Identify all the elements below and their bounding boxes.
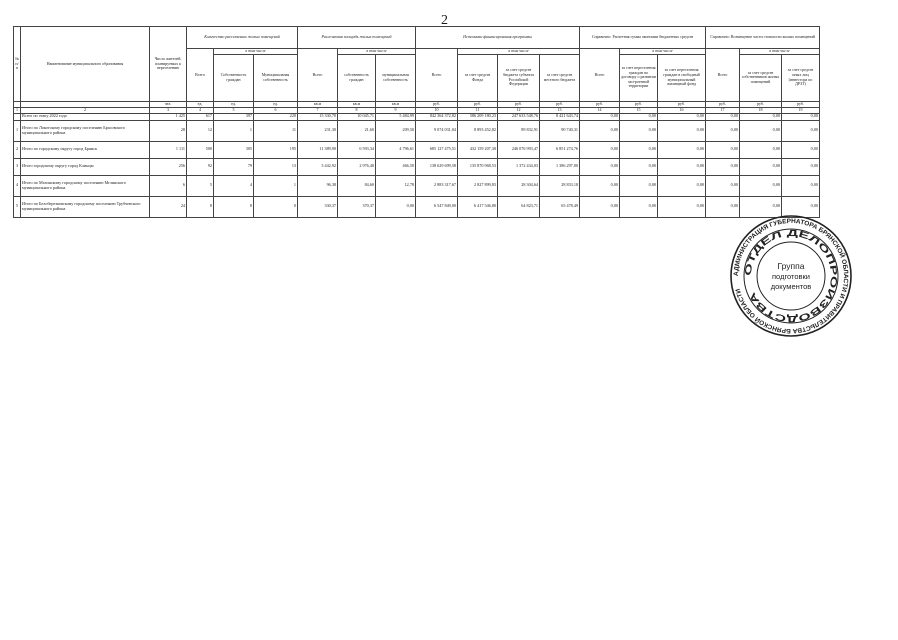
unit-cell: руб. xyxy=(458,101,498,107)
cell: 90 740,31 xyxy=(540,120,580,141)
table-row xyxy=(14,120,820,141)
row-number: 3 xyxy=(14,158,21,175)
cell: 1 425 xyxy=(150,113,187,120)
table-row xyxy=(14,158,820,175)
col-number: 6 xyxy=(254,107,298,113)
header-area-municipal: муниципальная собственность xyxy=(376,54,416,101)
cell: 1 111 xyxy=(150,141,187,158)
cell: 397 xyxy=(214,113,254,120)
cell: 5 484,99 xyxy=(376,113,416,120)
unit-cell: руб. xyxy=(620,101,658,107)
cell: 0,00 xyxy=(782,175,820,196)
unit-cell: кв.м xyxy=(298,101,338,107)
resettlement-table xyxy=(13,26,820,218)
cell: 9 074 031,04 xyxy=(416,120,458,141)
header-area-total: Всего xyxy=(298,49,338,102)
cell: 96,38 xyxy=(298,175,338,196)
cell: 65 478,49 xyxy=(540,196,580,217)
municipality-name: Итого по Мглинскому городскому поселению Мглинского муниципального района xyxy=(21,175,150,196)
cell: 0,00 xyxy=(620,113,658,120)
cell: 220 xyxy=(254,113,298,120)
unit-cell: ед. xyxy=(214,101,254,107)
cell: 8 421 643,74 xyxy=(540,113,580,120)
col-number: 14 xyxy=(580,107,620,113)
cell: 0,00 xyxy=(620,175,658,196)
cell: 247 633 548,76 xyxy=(498,113,540,120)
cell: 231,30 xyxy=(298,120,338,141)
unit-cell: руб. xyxy=(540,101,580,107)
cell: 12 xyxy=(187,120,214,141)
cell: 0,00 xyxy=(740,141,782,158)
cell: 0,00 xyxy=(740,158,782,175)
col-number: 17 xyxy=(706,107,740,113)
row-number: 1 xyxy=(14,120,21,141)
unit-cell: чел. xyxy=(150,101,187,107)
cell: 138 629 699,58 xyxy=(416,158,458,175)
cell: 6 417 546,80 xyxy=(458,196,498,217)
header-owned-municipal: Муниципальная собственность xyxy=(254,54,298,101)
header-owned-citizens: Собственность граждан xyxy=(214,54,254,101)
cell: 0,00 xyxy=(620,158,658,175)
cell: 3 442,92 xyxy=(298,158,338,175)
header-num: № п/п xyxy=(14,27,21,102)
cell: 370,37 xyxy=(338,196,376,217)
header-fin-local: за счет средств местного бюджета xyxy=(540,54,580,101)
stamp-ring-text: АДМИНИСТРАЦИЯ ГУБЕРНАТОРА БРЯНСКОЙ ОБЛАСТИ И ПРАВИТЕЛЬСТВА БРЯНСКОЙ ОБЛАСТИ xyxy=(732,217,850,335)
unit-cell: ед. xyxy=(187,101,214,107)
cell: 15 330,70 xyxy=(298,113,338,120)
col-number: 18 xyxy=(740,107,782,113)
office-stamp xyxy=(729,214,853,338)
header-ref1-incl: в том числе xyxy=(620,49,706,55)
row-number: 2 xyxy=(14,141,21,158)
cell: 0,00 xyxy=(740,175,782,196)
cell: 0,00 xyxy=(782,120,820,141)
stamp-dept-text: ОТДЕЛ ДЕЛОПРОИЗВОДСТВА xyxy=(742,227,840,325)
col-number: 3 xyxy=(150,107,187,113)
municipality-name: Итого по Белоберезковскому городскому поселению Трубчевского муниципального района xyxy=(21,196,150,217)
cell: 586 209 180,23 xyxy=(458,113,498,120)
unit-cell: кв.м xyxy=(338,101,376,107)
col-number: 16 xyxy=(658,107,706,113)
header-fin-fund: за счет средств Фонда xyxy=(458,54,498,101)
total-row xyxy=(14,113,820,120)
cell: 466,50 xyxy=(376,158,416,175)
header-group-ref2: Справочно: Возмещение части стоимости жилых помещений xyxy=(706,27,820,49)
cell: 6 593,34 xyxy=(338,141,376,158)
cell: 1 xyxy=(254,175,298,196)
cell: 0,00 xyxy=(740,113,782,120)
municipality-name: Итого по Локотскому городскому поселению Брасовского муниципального района xyxy=(21,120,150,141)
cell: 685 127 475,51 xyxy=(416,141,458,158)
cell: 11 xyxy=(254,120,298,141)
col-number: 13 xyxy=(540,107,580,113)
cell: 5 xyxy=(187,175,214,196)
table-row xyxy=(14,175,820,196)
header-name: Наименование муниципального образования xyxy=(21,27,150,102)
unit-cell: ед. xyxy=(254,101,298,107)
cell: 4 xyxy=(214,175,254,196)
row-number: 5 xyxy=(14,196,21,217)
cell: 0,00 xyxy=(620,141,658,158)
cell: 0,00 xyxy=(740,196,782,217)
header-fin-subject: за счет средств бюджета субъекта Российской Федерации xyxy=(498,54,540,101)
unit-cell: руб. xyxy=(782,101,820,107)
cell: 0,00 xyxy=(658,175,706,196)
col-number: 15 xyxy=(620,107,658,113)
table-row xyxy=(14,196,820,217)
cell: 28 833,18 xyxy=(540,175,580,196)
cell: 0,00 xyxy=(706,158,740,175)
table-row xyxy=(14,141,820,158)
cell: 0,00 xyxy=(706,120,740,141)
cell: 89 832,91 xyxy=(498,120,540,141)
cell: 842 364 372,82 xyxy=(416,113,458,120)
unit-cell: руб. xyxy=(580,101,620,107)
col-number: 12 xyxy=(498,107,540,113)
stamp-center-line-2: подготовки xyxy=(772,272,810,281)
col-number: 11 xyxy=(458,107,498,113)
cell: 21,60 xyxy=(338,120,376,141)
unit-cell: руб. xyxy=(658,101,706,107)
col-number: 19 xyxy=(782,107,820,113)
cell: 10 045,71 xyxy=(338,113,376,120)
cell: 8 xyxy=(214,196,254,217)
unit-cell: руб. xyxy=(416,101,458,107)
header-ref2-b: за счет средств иных лиц (инвестора по ДРЗТ) xyxy=(782,54,820,101)
cell: 1 386 297,00 xyxy=(540,158,580,175)
cell: 64 823,71 xyxy=(498,196,540,217)
cell: 0,00 xyxy=(706,175,740,196)
cell: 92 xyxy=(187,158,214,175)
cell: 0,00 xyxy=(580,113,620,120)
unit-cell: кв.м xyxy=(376,101,416,107)
cell: 195 xyxy=(254,141,298,158)
cell: 0,00 xyxy=(658,141,706,158)
cell: 11 389,90 xyxy=(298,141,338,158)
header-ref1-total: Всего xyxy=(580,49,620,102)
cell: 28 304,64 xyxy=(498,175,540,196)
cell: 6 547 849,00 xyxy=(416,196,458,217)
cell: 2 883 317,67 xyxy=(416,175,458,196)
col-number: 8 xyxy=(338,107,376,113)
cell: 24 xyxy=(150,196,187,217)
cell: 256 xyxy=(150,158,187,175)
cell: 0,00 xyxy=(658,120,706,141)
cell: 4 796,61 xyxy=(376,141,416,158)
row-number: 4 xyxy=(14,175,21,196)
header-group-finance: Источники финансирования программы xyxy=(416,27,580,49)
col-number: 4 xyxy=(187,107,214,113)
cell: 0,00 xyxy=(580,175,620,196)
cell: 0,00 xyxy=(706,113,740,120)
cell: 0,00 xyxy=(658,113,706,120)
header-ref2-incl: в том числе xyxy=(740,49,820,55)
municipality-name: Итого городскому округу город Клинцы xyxy=(21,158,150,175)
cell: 0,00 xyxy=(580,141,620,158)
cell: 0,00 xyxy=(580,120,620,141)
cell: 330,37 xyxy=(298,196,338,217)
unit-cell: руб. xyxy=(498,101,540,107)
cell: 0,00 xyxy=(658,158,706,175)
cell: 135 870 968,53 xyxy=(458,158,498,175)
header-residents: Число жителей, планируемых к переселению xyxy=(150,27,187,102)
total-label: Всего по этапу 2022 года xyxy=(21,113,150,120)
cell: 0,00 xyxy=(740,120,782,141)
cell: 0,00 xyxy=(782,196,820,217)
cell: 13 xyxy=(254,158,298,175)
header-fin-total: Всего xyxy=(416,49,458,102)
header-group-area: Расселяемая площадь жилых помещений xyxy=(298,27,416,49)
cell: 6 851 274,76 xyxy=(540,141,580,158)
cell xyxy=(14,113,21,120)
header-area-citizens: собственность граждан xyxy=(338,54,376,101)
header-count-total: Всего xyxy=(187,49,214,102)
cell: 0,00 xyxy=(376,196,416,217)
unit-cell: руб. xyxy=(706,101,740,107)
header-ref2-total: Всего xyxy=(706,49,740,102)
cell: 0,00 xyxy=(620,196,658,217)
cell: 0,00 xyxy=(782,158,820,175)
header-ref2-a: за счет средств собственников жилых помещений xyxy=(740,54,782,101)
header-ref1-a: за счет переселения граждан по договору о развитии застроенной территории xyxy=(620,54,658,101)
cell: 246 076 993,47 xyxy=(498,141,540,158)
cell: 0,00 xyxy=(658,196,706,217)
cell: 2 976,40 xyxy=(338,158,376,175)
cell: 1 xyxy=(214,120,254,141)
col-number: 10 xyxy=(416,107,458,113)
col-number: 1 xyxy=(14,107,21,113)
cell: 6 xyxy=(150,175,187,196)
cell: 0,00 xyxy=(706,141,740,158)
header-group-count: Количество расселяемых жилых помещений xyxy=(187,27,298,49)
header-group-ref1: Справочно: Расчетная сумма экономии бюджетных средств xyxy=(580,27,706,49)
stamp-center-line-1: Группа xyxy=(777,261,805,271)
header-fin-incl: в том числе xyxy=(458,49,580,55)
col-number: 7 xyxy=(298,107,338,113)
cell: 8 893 452,82 xyxy=(458,120,498,141)
cell: 0,00 xyxy=(782,141,820,158)
cell: 0,00 xyxy=(580,158,620,175)
cell: 617 xyxy=(187,113,214,120)
stamp-center-line-3: документов xyxy=(770,282,812,291)
header-area-incl: в том числе xyxy=(338,49,416,55)
col-number: 5 xyxy=(214,107,254,113)
municipality-name: Итого по городскому округу город Брянск xyxy=(21,141,150,158)
cell: 79 xyxy=(214,158,254,175)
cell: 0 xyxy=(254,196,298,217)
cell: 28 xyxy=(150,120,187,141)
unit-cell: руб. xyxy=(740,101,782,107)
cell: 0,00 xyxy=(580,196,620,217)
cell: 84,60 xyxy=(338,175,376,196)
cell: 209,50 xyxy=(376,120,416,141)
page-number: 2 xyxy=(441,13,448,28)
header-count-incl: в том числе xyxy=(214,49,298,55)
cell: 432 159 207,30 xyxy=(458,141,498,158)
cell: 1 372 434,03 xyxy=(498,158,540,175)
col-number: 9 xyxy=(376,107,416,113)
cell: 12,78 xyxy=(376,175,416,196)
cell: 2 827 899,83 xyxy=(458,175,498,196)
cell: 305 xyxy=(214,141,254,158)
col-number: 2 xyxy=(21,107,150,113)
cell: 8 xyxy=(187,196,214,217)
cell: 0,00 xyxy=(706,196,740,217)
cell: 500 xyxy=(187,141,214,158)
cell: 0,00 xyxy=(620,120,658,141)
header-ref1-b: за счет переселения граждан в свободный муниципальный жилищный фонд xyxy=(658,54,706,101)
cell: 0,00 xyxy=(782,113,820,120)
